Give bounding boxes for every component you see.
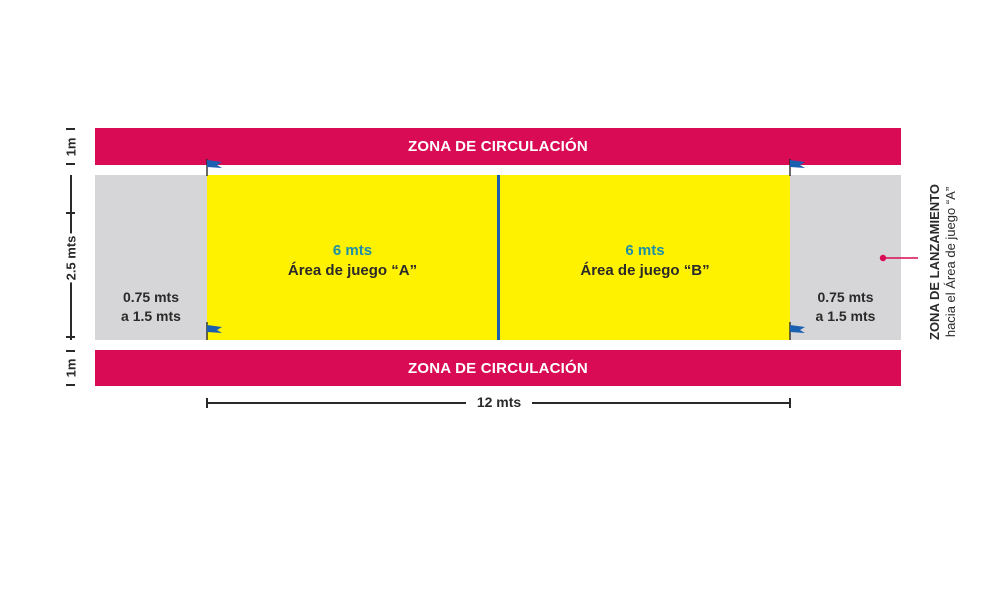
dim-length-cap-right [789, 398, 791, 408]
flag-icon-bottom-right [787, 322, 809, 340]
play-area-a-measure: 6 mts [332, 242, 373, 259]
circulation-zone-bottom-label: ZONA DE CIRCULACIÓN [408, 359, 588, 377]
arrow-left-icon [878, 253, 920, 263]
play-area-b [500, 175, 790, 340]
flag-icon-top-left [204, 158, 226, 176]
play-area-a [207, 175, 498, 340]
dim-bottom-band-cap-bottom [66, 384, 75, 386]
play-area-a-name: Área de juego “A” [287, 262, 418, 279]
launch-zone-right-distance: 0.75 mts [817, 289, 874, 305]
dim-length-label: 12 mts [466, 394, 532, 410]
launch-zone-side-label [927, 184, 959, 340]
dim-top-band-cap-top [66, 128, 75, 130]
flag-icon-top-right [787, 158, 809, 176]
dim-court-height-cap-bottom [66, 336, 75, 338]
dim-bottom-band-cap-top [66, 350, 75, 352]
play-area-b-measure: 6 mts [625, 242, 665, 259]
launch-zone-left-range: a 1.5 mts [121, 308, 181, 324]
launch-zone-side-title: ZONA DE LANZAMIENTO [927, 184, 942, 340]
launch-zone-right-range: a 1.5 mts [815, 308, 876, 324]
launch-zone-left [95, 175, 207, 340]
launch-zone-side-subtitle: hacia el Área de juego “A” [943, 186, 958, 338]
dim-bottom-band-label: 1m [63, 358, 79, 378]
launch-zone-left-distance: 0.75 mts [122, 289, 180, 305]
dim-length-cap-left [206, 398, 208, 408]
dim-top-band-label: 1m [63, 137, 79, 157]
circulation-zone-bottom [95, 350, 901, 386]
flag-icon-bottom-left [204, 322, 226, 340]
play-area-b-name: Área de juego “B” [580, 262, 710, 279]
dim-top-band-cap-bottom [66, 163, 75, 165]
dim-court-height-label: 2.5 mts [60, 234, 83, 283]
circulation-zone-top-label: ZONA DE CIRCULACIÓN [408, 138, 588, 155]
